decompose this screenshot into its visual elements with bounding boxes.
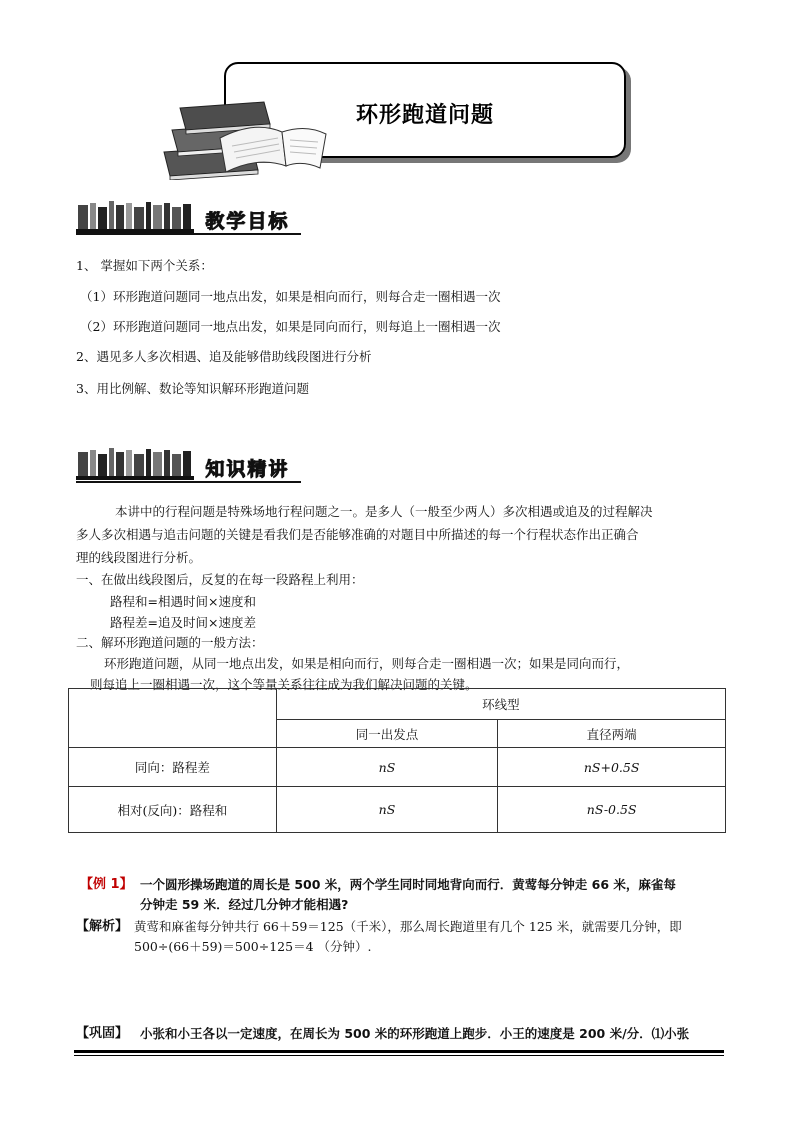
example-tag: 【例 1】 xyxy=(80,877,133,892)
page-title: 环形跑道问题 xyxy=(355,103,494,128)
table-row-label: 同向：路程差 xyxy=(69,748,277,787)
footer-rule xyxy=(74,1050,724,1053)
section-underline xyxy=(76,233,301,235)
intro-line-3: 理的线段图进行分析。 xyxy=(76,550,202,565)
objective-item-3: 3、用比例解、数论等知识解环形跑道问题 xyxy=(76,381,309,396)
relation-table xyxy=(68,688,726,833)
table-cell: nS+0.5S xyxy=(498,748,726,787)
table-col-header: 直径两端 xyxy=(498,720,726,748)
consolidate-text: 小张和小王各以一定速度，在周长为 500 米的环形跑道上跑步．小王的速度是 200 米/分．⑴小张 xyxy=(140,1026,690,1041)
objective-item-1a: （1）环形跑道问题同一地点出发，如果是相向而行，则每合走一圈相遇一次 xyxy=(80,289,501,304)
table-row-label: 相对(反向)：路程和 xyxy=(69,787,277,833)
books-illustration xyxy=(160,80,330,180)
consolidate-tag: 【巩固】 xyxy=(76,1026,129,1041)
method-line-1: 环形跑道问题，从同一地点出发，如果是相向而行，则每合走一圈相遇一次；如果是同向而行， xyxy=(104,656,630,671)
table-cell: nS-0.5S xyxy=(498,787,726,833)
analysis-tag: 【解析】 xyxy=(76,919,129,934)
table-cell: nS xyxy=(276,787,498,833)
table-row xyxy=(69,748,726,787)
bookshelf-icon xyxy=(76,446,194,480)
footer-rule-thin xyxy=(74,1055,724,1056)
point-2: 二、解环形跑道问题的一般方法： xyxy=(76,635,264,650)
bookshelf-icon xyxy=(76,199,194,233)
analysis-line-1: 黄莺和麻雀每分钟共行 66＋59＝125（千米），那么周长跑道里有几个 125 米，就需要几分钟，即 xyxy=(134,919,682,934)
table-row xyxy=(69,787,726,833)
section-title-knowledge: 知识精讲 xyxy=(205,458,290,480)
table-col-header: 同一出发点 xyxy=(276,720,498,748)
section-underline xyxy=(76,481,301,483)
table-corner-cell xyxy=(69,689,277,748)
example-question-line-2: 分钟走 59 米．经过几分钟才能相遇? xyxy=(140,897,349,912)
formula-sum: 路程和=相遇时间×速度和 xyxy=(110,594,256,609)
objective-item-1b: （2）环形跑道问题同一地点出发，如果是同向而行，则每追上一圈相遇一次 xyxy=(80,319,501,334)
formula-diff: 路程差=追及时间×速度差 xyxy=(110,615,256,630)
objective-item-2: 2、遇见多人多次相遇、追及能够借助线段图进行分析 xyxy=(76,349,372,364)
intro-line-1: 本讲中的行程问题是特殊场地行程问题之一。是多人（一般至少两人）多次相遇或追及的过程解决 xyxy=(115,504,653,519)
analysis-line-2: 500÷(66＋59)＝500÷125＝4 （分钟）. xyxy=(134,939,372,954)
objective-item-1: 1、 掌握如下两个关系： xyxy=(76,258,213,273)
section-title-objectives: 教学目标 xyxy=(205,210,290,232)
table-group-header: 环线型 xyxy=(276,689,725,720)
intro-line-2: 多人多次相遇与追击问题的关键是看我们是否能够准确的对题目中所描述的每一个行程状态作出正确合 xyxy=(76,527,639,542)
method-line-2: 则每追上一圈相遇一次，这个等量关系往往成为我们解决问题的关键。 xyxy=(90,677,478,692)
example-question-line-1: 一个圆形操场跑道的周长是 500 米，两个学生同时同地背向而行．黄莺每分钟走 66 米，麻雀每 xyxy=(140,877,676,892)
table-cell: nS xyxy=(276,748,498,787)
point-1: 一、在做出线段图后，反复的在每一段路程上利用： xyxy=(76,572,364,587)
